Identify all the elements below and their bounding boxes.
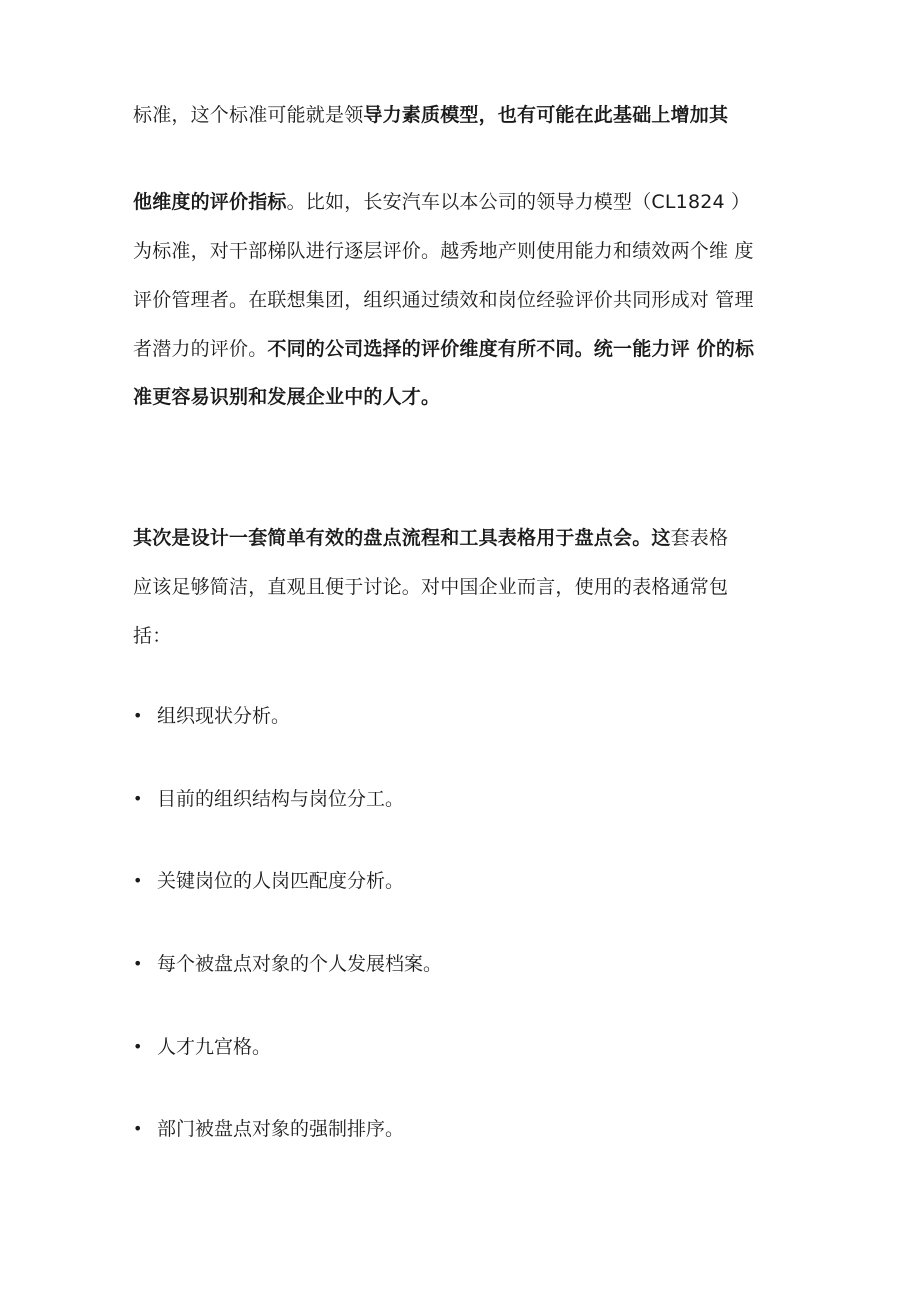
text-normal: 者潜力的评价。 — [133, 338, 268, 360]
bullet-dot-icon: • — [133, 706, 143, 725]
text-normal: 。比如，长安汽车以本公司的领导力模型（CL1824 ） — [286, 191, 751, 213]
paragraph-1-line-4: 评价管理者。在联想集团，组织通过绩效和岗位经验评价共同形成对 管理 — [133, 289, 754, 311]
bullet-dot-icon: • — [133, 789, 143, 808]
paragraph-2-line-2: 应该足够简洁，直观且便于讨论。对中国企业而言，使用的表格通常包 — [133, 576, 729, 598]
paragraph-1-line-2 — [133, 190, 750, 214]
paragraph-1-line-1 — [133, 103, 728, 127]
paragraph-2-line-3: 括： — [133, 625, 172, 647]
paragraph-1-line-3: 为标准，对干部梯队进行逐层评价。越秀地产则使用能力和绩效两个维 度 — [133, 240, 754, 262]
paragraph-1-line-6: 准更容易识别和发展企业中的人才。 — [133, 386, 441, 408]
paragraph-1-line-5 — [133, 337, 754, 361]
text-bold: 不同的公司选择的评价维度有所不同。统一能力评 价的标 — [267, 338, 755, 360]
paragraph-2-line-1 — [133, 526, 728, 550]
bullet-dot-icon: • — [133, 871, 143, 890]
list-item: 组织现状分析。 — [157, 705, 291, 727]
text-bold: 其次是设计一套简单有效的盘点流程和工具表格用于盘点会。这 — [133, 527, 671, 549]
list-item: 人才九宫格。 — [157, 1036, 272, 1058]
text-bold: 他维度的评价指标 — [133, 191, 287, 213]
bullet-dot-icon: • — [133, 1037, 143, 1056]
list-item: 每个被盘点对象的个人发展档案。 — [157, 953, 443, 975]
list-item: 目前的组织结构与岗位分工。 — [157, 788, 405, 810]
text-normal: 标准，这个标准可能就是领 — [133, 104, 364, 126]
list-item: 关键岗位的人岗匹配度分析。 — [157, 870, 405, 892]
text-normal: 套表格 — [670, 527, 729, 549]
bullet-dot-icon: • — [133, 954, 143, 973]
text-bold: 导力素质模型，也有可能在此基础上增加其 — [363, 104, 729, 126]
list-item: 部门被盘点对象的强制排序。 — [157, 1118, 405, 1140]
bullet-dot-icon: • — [133, 1119, 143, 1138]
